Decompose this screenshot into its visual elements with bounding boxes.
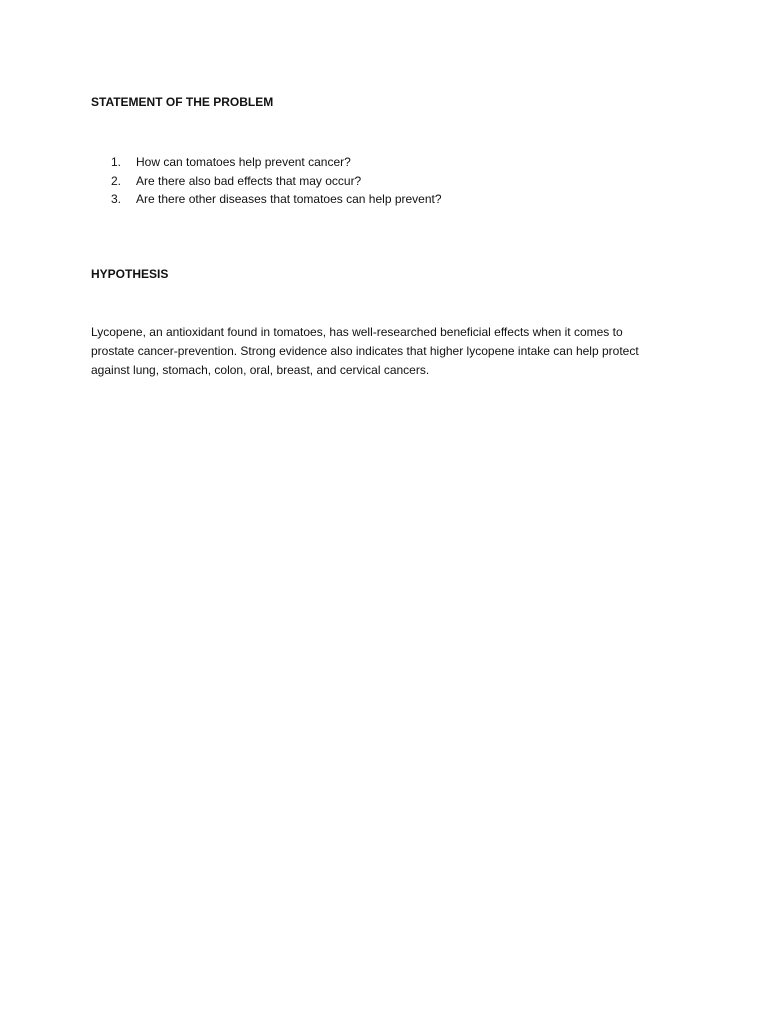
paragraph-line: prostate cancer-prevention. Strong evidence also indicates that higher lycopene intake can help protect [91,344,639,358]
list-item [111,153,442,172]
list-item [111,190,442,209]
question-list [111,153,442,209]
list-item-text: How can tomatoes help prevent cancer? [136,155,351,169]
hypothesis-paragraph [91,323,691,380]
list-item-number: 1. [111,155,122,169]
list-item-number: 2. [111,173,122,188]
list-item-number: 3. [111,192,122,206]
list-item-text: Are there other diseases that tomatoes can help prevent? [136,192,442,206]
list-item [111,172,442,191]
paragraph-line: Lycopene, an antioxidant found in tomatoes, has well-researched beneficial effects when it comes to [91,325,623,339]
hypothesis-heading: HYPOTHESIS [91,267,169,281]
list-item-text: Are there also bad effects that may occur? [136,173,362,188]
paragraph-line: against lung, stomach, colon, oral, breast, and cervical cancers. [91,363,430,377]
problem-heading: STATEMENT OF THE PROBLEM [91,95,274,109]
